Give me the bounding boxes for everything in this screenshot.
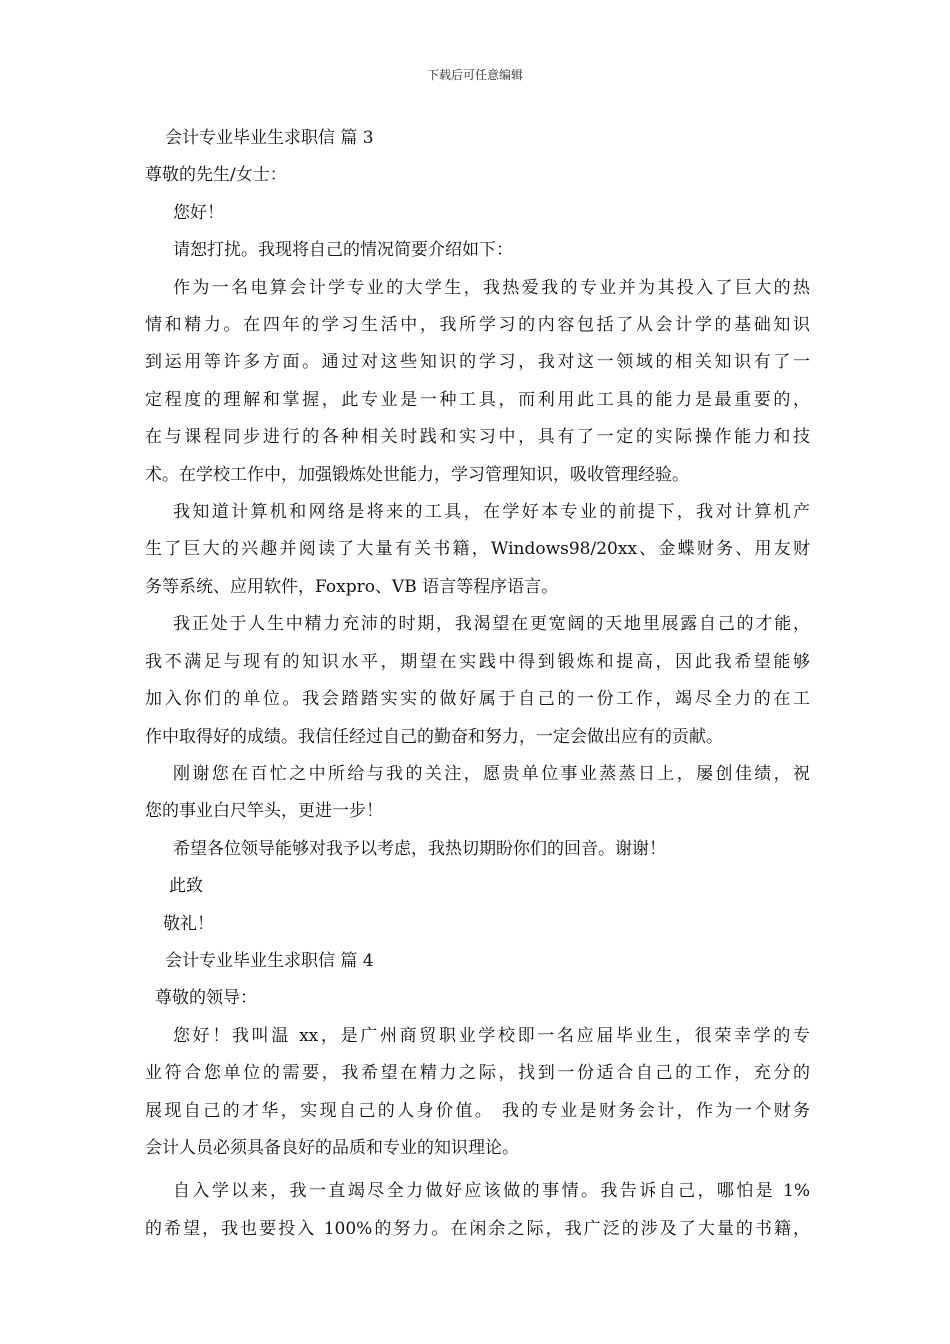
letter-title: 会计专业毕业生求职信 篇 3 <box>165 128 374 148</box>
paragraph-line: 会计人员必须具备良好的品质和专业的知识理论。 <box>145 1137 519 1158</box>
paragraph-line: 您的事业白尺竿头，更进一步！ <box>145 801 383 822</box>
paragraph-line: 我知道计算机和网络是将来的工具，在学好本专业的前提下，我对计算机产 <box>173 502 810 523</box>
paragraph-line: 希望各位领导能够对我予以考虑，我热切期盼你们的回音。谢谢！ <box>173 838 666 859</box>
letter-title: 会计专业毕业生求职信 篇 4 <box>165 950 374 971</box>
paragraph-line: 您好！我叫温 xx，是广州商贸职业学校即一名应届毕业生，很荣幸学的专 <box>173 1025 810 1046</box>
paragraph-line: 刚谢您在百忙之中所给与我的关注，愿贵单位事业蒸蒸日上，屡创佳绩，祝 <box>173 763 810 784</box>
paragraph-line: 定程度的理解和掌握，此专业是一种工具，而利用此工具的能力是最重要的， <box>145 389 810 410</box>
paragraph-line: 在与课程同步进行的各种相关时践和实习中，具有了一定的实际操作能力和技 <box>145 427 810 448</box>
paragraph-line: 情和精力。在四年的学习生活中，我所学习的内容包括了从会计学的基础知识 <box>145 315 810 336</box>
paragraph-line: 的希望，我也要投入 100%的努力。在闲余之际，我广泛的涉及了大量的书籍， <box>145 1218 810 1239</box>
paragraph-line: 展现自己的才华，实现自己的人身价值。 我的专业是财务会计，作为一个财务 <box>145 1100 810 1121</box>
paragraph-line: 到运用等许多方面。通过对这些知识的学习，我对这一领域的相关知识有了一 <box>145 352 810 373</box>
paragraph-line: 生了巨大的兴趣并阅读了大量有关书籍，Windows98/20xx、金蝶财务、用友财 <box>145 539 810 560</box>
greeting: 您好！ <box>173 202 224 223</box>
paragraph-line: 术。在学校工作中，加强锻炼处世能力，学习管理知识，吸收管理经验。 <box>145 464 689 485</box>
page-header: 下载后可任意编辑 <box>426 68 523 82</box>
paragraph-line: 我正处于人生中精力充沛的时期，我渴望在更宽阔的天地里展露自己的才能， <box>173 614 810 635</box>
salutation: 尊敬的领导： <box>155 988 257 1009</box>
paragraph-line: 作中取得好的成绩。我信任经过自己的勤奋和努力，一定会做出应有的贡献。 <box>145 726 723 747</box>
paragraph-line: 我不满足与现有的知识水平，期望在实践中得到锻炼和提高，因此我希望能够 <box>145 651 810 672</box>
salutation: 尊敬的先生/女士： <box>145 165 287 186</box>
closing-line: 敬礼！ <box>163 913 214 934</box>
intro-line: 请恕打扰。我现将自己的情况简要介绍如下： <box>173 240 513 261</box>
paragraph-line: 务等系统、应用软件，Foxpro、VB 语言等程序语言。 <box>145 576 559 597</box>
document-body <box>145 120 810 1248</box>
paragraph-line: 作为一名电算会计学专业的大学生，我热爱我的专业并为其投入了巨大的热 <box>173 277 810 298</box>
paragraph-line: 自入学以来，我一直竭尽全力做好应该做的事情。我告诉自己，哪怕是 1% <box>173 1181 810 1202</box>
closing-line: 此致 <box>169 876 203 897</box>
paragraph-line: 业符合您单位的需要，我希望在精力之际，找到一份适合自己的工作，充分的 <box>145 1063 810 1084</box>
paragraph-line: 加入你们的单位。我会踏踏实实的做好属于自己的一份工作，竭尽全力的在工 <box>145 689 810 710</box>
